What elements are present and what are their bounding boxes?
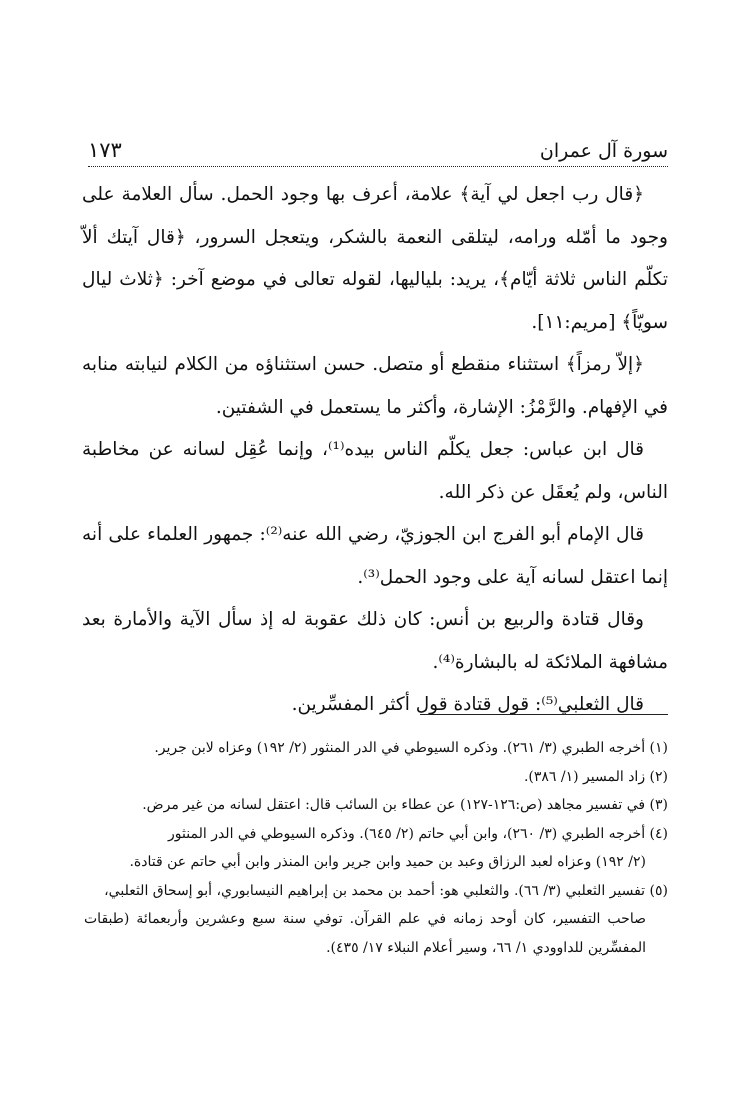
footnote-2: (٢) زاد المسير (١/ ٣٨٦). [523, 768, 668, 785]
paragraph: قال الإمام أبو الفرج ابن الجوزيّ، رضي الله عنه⁽²⁾: جمهور العلماء على أنه إنما اعتقل لسانه آية على وجود الحمل⁽³⁾. [82, 524, 668, 588]
paragraph: قال الثعلبي⁽⁵⁾: قول قتادة قول أكثر المفسِّرين. [291, 694, 644, 715]
surah-title: سورة آل عمران [539, 140, 668, 162]
footnote-5: (٥) تفسير الثعلبي (٣/ ٦٦). والثعلبي هو: أحمد بن محمد بن إبراهيم النيسابوري، أبو إسحاق الثعلبي، [104, 882, 668, 899]
paragraph: قال ابن عباس: جعل يكلّم الناس بيده⁽¹⁾، وإنما عُقِل لسانه عن مخاطبة الناس، ولم يُعقَل عن ذكر الله. [82, 439, 668, 503]
footnote-4: (٤) أخرجه الطبري (٣/ ٢٦٠)، وابن أبي حاتم (٢/ ٦٤٥). وذكره السيوطي في الدر المنثور [168, 825, 668, 842]
paragraph: ﴿قال رب اجعل لي آية﴾ علامة، أعرف بها وجود الحمل. سأل العلامة على وجود ما أمّله ورامه، ليتلقى النعمة بالشكر، ويتعجل السرور، ﴿قال آيتك ألاّ تكلّم الناس ثلاثة أيّام﴾، يريد: بلياليها، لقوله تعالى في موضع آخر: ﴿ثلاث ليال سويّاً﴾ [مريم:١١]. [82, 184, 668, 333]
page-header [88, 130, 668, 167]
footnotes [84, 734, 668, 962]
footnote-4-continued: (٢/ ١٩٢) وعزاه لعبد الرزاق وعبد بن حميد وابن جرير وابن المنذر وابن أبي حاتم عن قتادة. [129, 854, 646, 870]
paragraph: ﴿إلاّ رمزاً﴾ استثناء منقطع أو متصل. حسن استثناؤه من الكلام لنيابته منابه في الإفهام. والرَّمْزُ: الإشارة، وأكثر ما يستعمل في الشفتين. [82, 354, 668, 418]
footnote-3: (٣) في تفسير مجاهد (ص:١٢٦-١٢٧) عن عطاء بن السائب قال: اعتقل لسانه من غير مرض. [142, 797, 668, 813]
footnote-1: (١) أخرجه الطبري (٣/ ٢٦١). وذكره السيوطي في الدر المنثور (٢/ ١٩٢) وعزاه لابن جرير. [154, 740, 668, 756]
main-text [82, 174, 668, 727]
footnote-divider [420, 714, 668, 715]
paragraph: وقال قتادة والربيع بن أنس: كان ذلك عقوبة له إذ سأل الآية والأمارة بعد مشافهة الملائكة له بالبشارة⁽⁴⁾. [82, 609, 668, 673]
footnote-5-continued: صاحب التفسير، كان أوحد زمانه في علم القرآن. توفي سنة سبع وعشرين وأربعمائة (طبقات المفسِّرين للداوودي ١/ ٦٦، وسير أعلام النبلاء ١٧/ ٤٣٥). [84, 911, 646, 956]
page-number: ١٧٣ [88, 138, 122, 162]
